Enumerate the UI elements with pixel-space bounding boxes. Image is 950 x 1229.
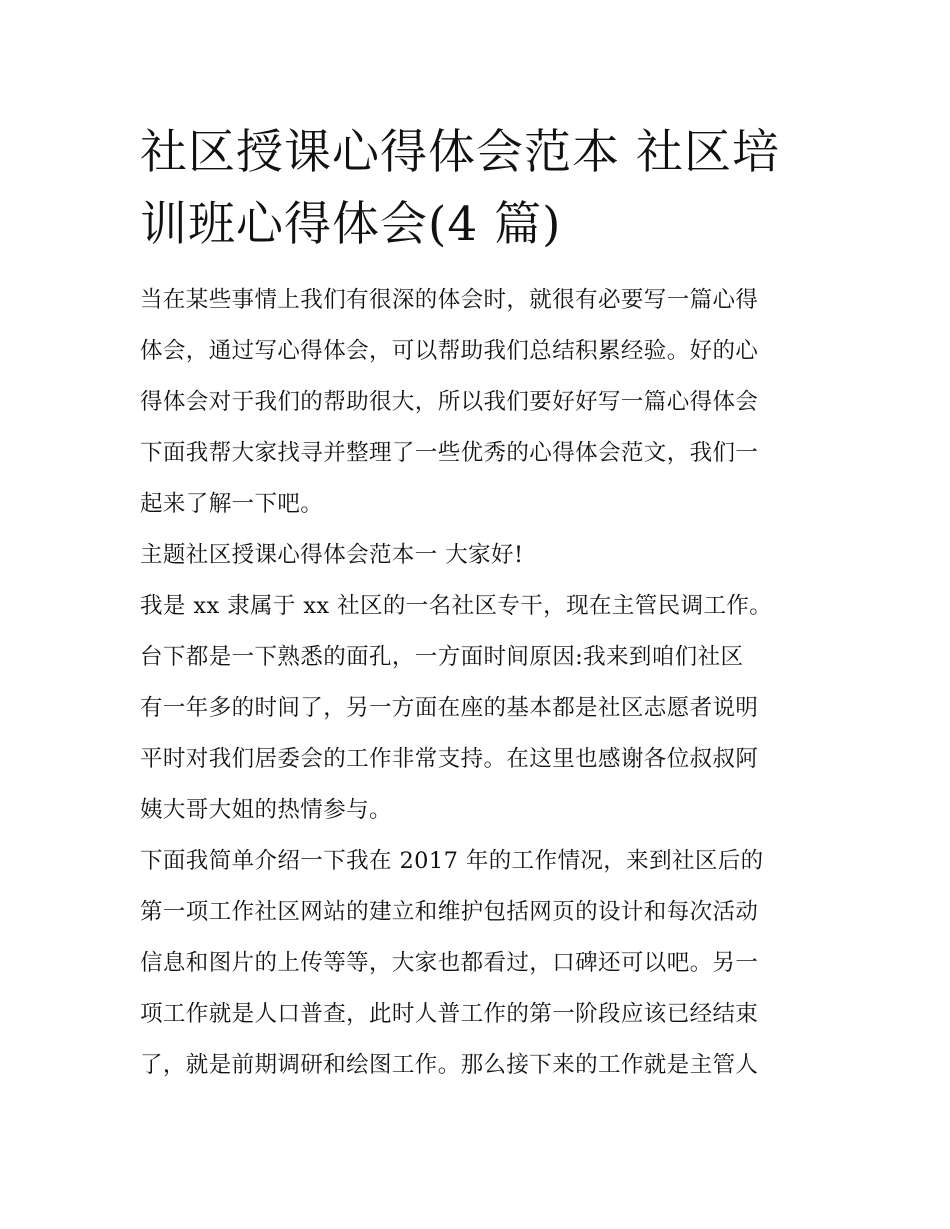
paragraph-line: 下面我帮大家找寻并整理了一些优秀的心得体会范文，我们一 [140, 440, 759, 466]
paragraph-line: 项工作就是人口普查，此时人普工作的第一阶段应该已经结束 [140, 1001, 759, 1027]
paragraph-line: 平时对我们居委会的工作非常支持。在这里也感谢各位叔叔阿 [140, 746, 759, 772]
paragraph-line: 我是 xx 隶属于 xx 社区的一名社区专干，现在主管民调工作。 [140, 593, 773, 619]
paragraph-line: 台下都是一下熟悉的面孔，一方面时间原因:我来到咱们社区 [140, 644, 744, 670]
paragraph-line: 体会，通过写心得体会，可以帮助我们总结积累经验。好的心 [140, 338, 759, 364]
document-title [140, 117, 820, 261]
title-line: 训班心得体会(4 篇) [140, 197, 562, 252]
document-body [140, 275, 820, 1091]
title-line: 社区授课心得体会范本 社区培 [140, 125, 780, 180]
paragraph-line: 了，就是前期调研和绘图工作。那么接下来的工作就是主管人 [140, 1052, 759, 1078]
paragraph-line: 起来了解一下吧。 [140, 491, 324, 517]
paragraph-line: 有一年多的时间了，另一方面在座的基本都是社区志愿者说明 [140, 695, 759, 721]
paragraph-line: 姨大哥大姐的热情参与。 [140, 797, 392, 823]
paragraph-line: 信息和图片的上传等等，大家也都看过，口碑还可以吧。另一 [140, 950, 759, 976]
paragraph-line: 当在某些事情上我们有很深的体会时，就很有必要写一篇心得 [140, 287, 759, 313]
section-heading-line: 主题社区授课心得体会范本一 大家好! [140, 542, 524, 568]
paragraph-line: 第一项工作社区网站的建立和维护包括网页的设计和每次活动 [140, 899, 759, 925]
paragraph-line: 得体会对于我们的帮助很大，所以我们要好好写一篇心得体会 [140, 389, 759, 415]
paragraph-line: 下面我简单介绍一下我在 2017 年的工作情况，来到社区后的 [140, 848, 764, 874]
